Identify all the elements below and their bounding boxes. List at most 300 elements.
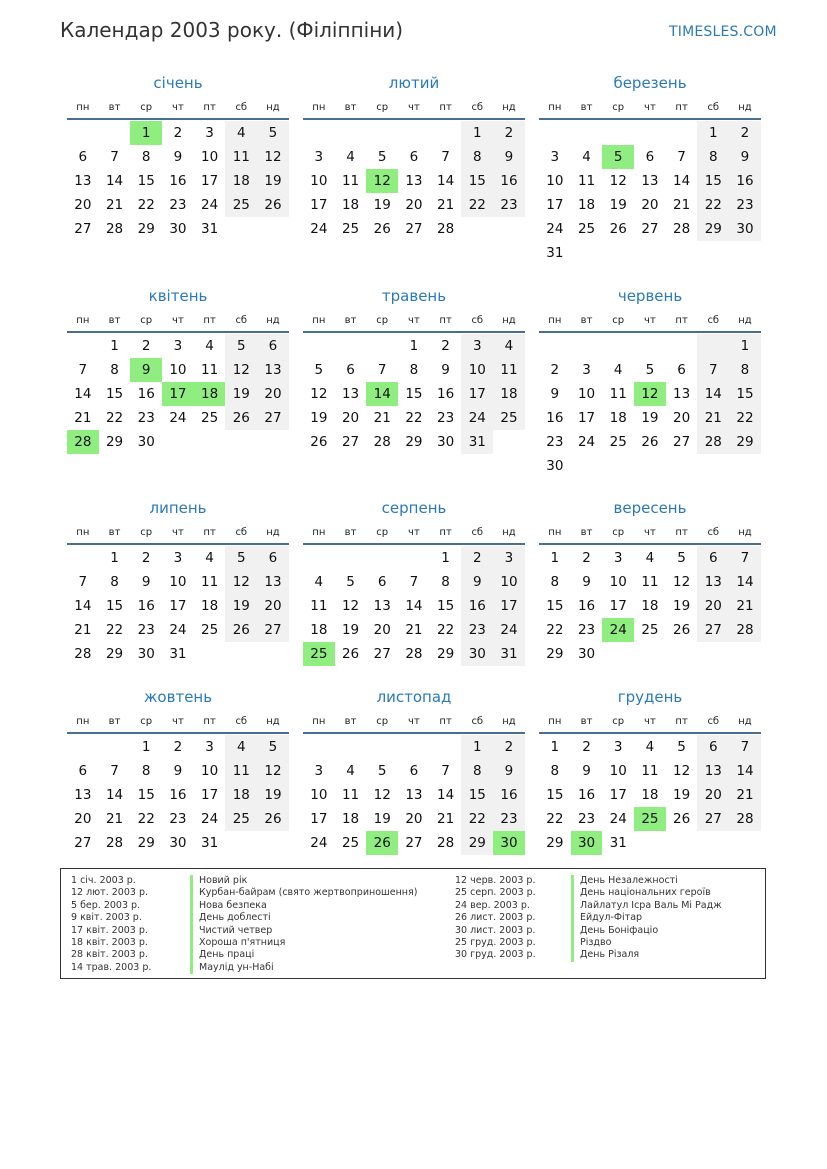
day-cell: 19 <box>257 169 289 193</box>
weekday-label: ср <box>612 314 625 326</box>
day-cell: 28 <box>105 221 124 237</box>
day-cell: 5 <box>677 739 686 755</box>
day-cell: 7 <box>78 574 88 590</box>
day-cell: 2 <box>141 550 151 566</box>
day-cell: 25 <box>493 406 525 430</box>
day-cell: 25 <box>303 642 335 666</box>
day-cell: 2 <box>550 362 560 378</box>
day-cell: 19 <box>673 787 691 803</box>
day-cell: 9 <box>550 386 560 402</box>
month-10 <box>67 686 289 855</box>
day-cell: 2 <box>173 739 183 755</box>
empty-cell <box>729 454 761 478</box>
legend-holiday-name: День праці <box>190 949 417 961</box>
empty-cell <box>602 241 634 265</box>
day-cell: 26 <box>225 618 257 642</box>
legend-date: 26 лист. 2003 р. <box>455 912 536 924</box>
empty-cell <box>634 454 666 478</box>
day-cell: 2 <box>582 550 591 566</box>
day-cell: 18 <box>225 783 257 807</box>
day-cell: 7 <box>110 149 119 165</box>
day-cell: 20 <box>405 197 423 213</box>
day-cell: 14 <box>405 598 423 614</box>
day-grid <box>303 546 525 666</box>
day-cell: 26 <box>641 434 659 450</box>
day-cell: 23 <box>461 618 493 642</box>
day-cell: 12 <box>310 386 328 402</box>
weekday-header <box>539 96 761 120</box>
empty-cell <box>729 642 761 666</box>
day-cell: 16 <box>577 787 596 803</box>
empty-cell <box>430 121 462 145</box>
day-cell: 14 <box>697 382 729 406</box>
weekday-label: чт <box>644 526 656 538</box>
empty-cell <box>602 334 634 358</box>
day-cell: 10 <box>609 574 627 590</box>
weekday-label: ср <box>376 715 389 727</box>
empty-cell <box>67 546 99 570</box>
day-cell: 15 <box>546 787 564 803</box>
day-cell: 27 <box>257 406 289 430</box>
legend-col-dates-2 <box>455 875 536 962</box>
day-cell: 5 <box>602 145 634 169</box>
day-cell: 1 <box>141 739 151 755</box>
weekday-label: сб <box>235 314 248 326</box>
day-cell: 3 <box>550 149 560 165</box>
day-cell: 16 <box>493 169 525 193</box>
weekday-label: пн <box>548 314 562 326</box>
day-cell: 5 <box>257 121 289 145</box>
day-cell: 10 <box>310 787 328 803</box>
day-grid <box>67 334 289 454</box>
day-cell: 4 <box>645 550 655 566</box>
weekday-label: вт <box>108 715 121 727</box>
weekday-label: сб <box>471 526 484 538</box>
empty-cell <box>67 334 99 358</box>
day-cell: 31 <box>169 646 187 662</box>
day-cell: 3 <box>613 550 623 566</box>
weekday-label: чт <box>408 101 420 113</box>
day-cell: 11 <box>609 386 627 402</box>
empty-cell <box>697 241 729 265</box>
legend-holiday-name: Новий рік <box>190 875 417 887</box>
day-cell: 29 <box>697 217 729 241</box>
legend-col-names-2 <box>571 875 722 962</box>
day-cell: 5 <box>225 546 257 570</box>
day-cell: 24 <box>169 410 187 426</box>
day-cell: 2 <box>441 338 450 354</box>
day-cell: 17 <box>201 787 219 803</box>
weekday-label: сб <box>235 526 248 538</box>
day-cell: 4 <box>225 121 257 145</box>
day-cell: 6 <box>645 149 655 165</box>
day-cell: 21 <box>697 406 729 430</box>
day-cell: 6 <box>257 546 289 570</box>
day-cell: 30 <box>493 831 525 855</box>
weekday-label: чт <box>172 715 184 727</box>
day-cell: 9 <box>130 358 162 382</box>
day-cell: 14 <box>74 386 92 402</box>
legend-holiday-name: Курбан-байрам (свято жертвоприношення) <box>190 887 417 899</box>
day-cell: 6 <box>697 735 729 759</box>
day-cell: 12 <box>257 145 289 169</box>
day-cell: 11 <box>310 598 328 614</box>
empty-cell <box>729 831 761 855</box>
empty-cell <box>602 642 634 666</box>
brand-link[interactable]: TIMESLES.COM <box>669 24 777 40</box>
weekday-label: нд <box>502 526 516 538</box>
empty-cell <box>303 546 335 570</box>
day-cell: 26 <box>366 831 398 855</box>
day-cell: 28 <box>437 221 455 237</box>
legend-date: 30 груд. 2003 р. <box>455 949 536 961</box>
day-cell: 13 <box>697 759 729 783</box>
day-cell: 1 <box>110 550 119 566</box>
empty-cell <box>634 831 666 855</box>
day-cell: 3 <box>582 362 591 378</box>
month-3 <box>539 72 761 265</box>
day-cell: 23 <box>169 197 187 213</box>
day-cell: 13 <box>697 570 729 594</box>
day-cell: 30 <box>169 221 187 237</box>
legend-holiday-name: День національних героїв <box>571 887 722 899</box>
day-cell: 2 <box>582 739 591 755</box>
month-11 <box>303 686 525 855</box>
weekday-header <box>539 309 761 333</box>
weekday-label: нд <box>266 715 280 727</box>
day-cell: 26 <box>310 434 328 450</box>
day-cell: 31 <box>461 430 493 454</box>
weekday-label: ср <box>612 715 625 727</box>
weekday-label: пт <box>439 715 452 727</box>
weekday-label: пн <box>76 715 90 727</box>
weekday-label: вт <box>580 715 593 727</box>
month-name: листопад <box>376 688 452 706</box>
empty-cell <box>430 735 462 759</box>
day-cell: 20 <box>74 197 92 213</box>
day-cell: 13 <box>405 173 423 189</box>
weekday-label: пт <box>439 101 452 113</box>
empty-cell <box>335 546 367 570</box>
weekday-label: пт <box>203 314 216 326</box>
day-cell: 9 <box>493 759 525 783</box>
month-6 <box>539 285 761 478</box>
legend-date: 24 вер. 2003 р. <box>455 899 530 911</box>
day-cell: 15 <box>546 598 564 614</box>
day-cell: 26 <box>225 406 257 430</box>
day-cell: 19 <box>341 622 360 638</box>
day-cell: 18 <box>577 197 596 213</box>
day-cell: 28 <box>729 618 761 642</box>
weekday-label: вт <box>580 314 593 326</box>
empty-cell <box>697 831 729 855</box>
day-cell: 6 <box>377 574 387 590</box>
empty-cell <box>666 334 698 358</box>
day-cell: 27 <box>74 835 92 851</box>
day-cell: 21 <box>373 410 391 426</box>
day-cell: 18 <box>341 811 360 827</box>
day-cell: 1 <box>461 735 493 759</box>
day-cell: 4 <box>314 574 324 590</box>
month-name: серпень <box>381 499 447 517</box>
day-cell: 20 <box>341 410 360 426</box>
day-cell: 29 <box>546 835 564 851</box>
day-cell: 7 <box>78 362 88 378</box>
day-cell: 2 <box>729 121 761 145</box>
weekday-label: ср <box>140 101 153 113</box>
day-cell: 29 <box>137 835 155 851</box>
empty-cell <box>729 241 761 265</box>
empty-cell <box>335 735 367 759</box>
empty-cell <box>99 121 131 145</box>
day-cell: 15 <box>105 598 124 614</box>
weekday-label: вт <box>344 526 357 538</box>
legend-date: 30 лист. 2003 р. <box>455 924 536 936</box>
day-cell: 23 <box>577 622 596 638</box>
day-cell: 22 <box>105 622 124 638</box>
legend-holiday-name: Ейдул-Фітар <box>571 912 722 924</box>
day-cell: 15 <box>105 386 124 402</box>
weekday-header <box>539 710 761 734</box>
day-cell: 15 <box>729 382 761 406</box>
legend-date: 5 бер. 2003 р. <box>71 899 141 911</box>
day-cell: 2 <box>461 546 493 570</box>
month-name: травень <box>381 287 447 305</box>
month-name: вересень <box>613 499 687 517</box>
empty-cell <box>571 334 603 358</box>
day-cell: 9 <box>461 570 493 594</box>
day-cell: 26 <box>257 193 289 217</box>
weekday-header <box>303 96 525 120</box>
day-cell: 17 <box>310 811 328 827</box>
legend-holiday-name: Чистий четвер <box>190 925 417 937</box>
weekday-label: вт <box>580 101 593 113</box>
day-cell: 8 <box>409 362 419 378</box>
day-cell: 30 <box>137 646 155 662</box>
day-cell: 24 <box>546 221 564 237</box>
day-cell: 26 <box>257 807 289 831</box>
day-cell: 19 <box>373 811 391 827</box>
month-name: лютий <box>388 74 440 92</box>
weekday-label: пн <box>548 715 562 727</box>
empty-cell <box>602 454 634 478</box>
weekday-label: вт <box>580 526 593 538</box>
day-cell: 29 <box>437 646 455 662</box>
day-cell: 12 <box>373 787 391 803</box>
day-cell: 27 <box>405 221 423 237</box>
day-cell: 25 <box>225 807 257 831</box>
weekday-label: нд <box>502 314 516 326</box>
empty-cell <box>225 642 257 666</box>
day-cell: 21 <box>74 410 92 426</box>
day-cell: 28 <box>437 835 455 851</box>
day-cell: 7 <box>697 358 729 382</box>
weekday-label: чт <box>644 314 656 326</box>
day-cell: 21 <box>437 811 455 827</box>
legend-col-names-1 <box>190 875 417 974</box>
day-cell: 11 <box>225 145 257 169</box>
empty-cell <box>335 121 367 145</box>
day-cell: 11 <box>641 763 659 779</box>
day-cell: 3 <box>173 550 183 566</box>
day-cell: 7 <box>729 735 761 759</box>
day-cell: 5 <box>225 334 257 358</box>
weekday-header <box>539 521 761 545</box>
weekday-label: нд <box>738 101 752 113</box>
day-cell: 31 <box>609 835 627 851</box>
day-cell: 24 <box>310 835 328 851</box>
day-cell: 8 <box>550 763 560 779</box>
page-title: Календар 2003 року. (Філіппіни) <box>60 18 404 42</box>
day-cell: 12 <box>609 173 627 189</box>
weekday-header <box>67 96 289 120</box>
weekday-label: сб <box>707 101 720 113</box>
day-cell: 15 <box>461 169 493 193</box>
month-4 <box>67 285 289 454</box>
day-cell: 30 <box>546 458 564 474</box>
day-cell: 30 <box>461 642 493 666</box>
day-cell: 11 <box>493 358 525 382</box>
day-cell: 18 <box>641 598 659 614</box>
day-grid <box>539 121 761 265</box>
legend-date: 28 квіт. 2003 р. <box>71 949 148 961</box>
weekday-label: нд <box>266 526 280 538</box>
weekday-label: сб <box>707 314 720 326</box>
day-cell: 4 <box>205 550 214 566</box>
day-cell: 1 <box>550 739 560 755</box>
day-cell: 28 <box>697 430 729 454</box>
day-cell: 11 <box>201 362 219 378</box>
day-cell: 1 <box>550 550 560 566</box>
empty-cell <box>602 121 634 145</box>
day-cell: 16 <box>169 787 187 803</box>
legend-date: 18 квіт. 2003 р. <box>71 936 148 948</box>
day-cell: 13 <box>641 173 659 189</box>
day-cell: 22 <box>137 197 155 213</box>
day-cell: 17 <box>162 382 194 406</box>
day-cell: 20 <box>697 594 729 618</box>
day-cell: 29 <box>729 430 761 454</box>
day-cell: 8 <box>461 759 493 783</box>
day-cell: 24 <box>310 221 328 237</box>
weekday-label: нд <box>502 715 516 727</box>
empty-cell <box>335 334 367 358</box>
empty-cell <box>571 241 603 265</box>
day-cell: 10 <box>493 570 525 594</box>
day-cell: 21 <box>673 197 691 213</box>
day-cell: 18 <box>310 622 328 638</box>
empty-cell <box>162 430 194 454</box>
day-grid <box>303 735 525 855</box>
day-cell: 12 <box>673 763 691 779</box>
legend-date: 25 серп. 2003 р. <box>455 887 536 899</box>
day-cell: 18 <box>341 197 360 213</box>
day-cell: 10 <box>461 358 493 382</box>
day-cell: 11 <box>225 759 257 783</box>
day-cell: 14 <box>729 570 761 594</box>
empty-cell <box>634 241 666 265</box>
day-cell: 9 <box>493 145 525 169</box>
day-cell: 22 <box>437 622 455 638</box>
weekday-header <box>67 521 289 545</box>
empty-cell <box>571 121 603 145</box>
day-cell: 10 <box>609 763 627 779</box>
day-cell: 12 <box>673 574 691 590</box>
day-cell: 13 <box>74 787 92 803</box>
month-5 <box>303 285 525 454</box>
day-cell: 1 <box>130 121 162 145</box>
day-cell: 7 <box>377 362 387 378</box>
day-cell: 14 <box>673 173 691 189</box>
day-cell: 25 <box>225 193 257 217</box>
empty-cell <box>225 430 257 454</box>
weekday-label: чт <box>172 314 184 326</box>
empty-cell <box>67 735 99 759</box>
day-cell: 12 <box>341 598 360 614</box>
day-cell: 12 <box>634 382 666 406</box>
day-cell: 27 <box>697 807 729 831</box>
weekday-label: нд <box>266 101 280 113</box>
day-cell: 10 <box>310 173 328 189</box>
day-cell: 25 <box>201 622 219 638</box>
day-cell: 3 <box>205 739 214 755</box>
day-cell: 4 <box>613 362 623 378</box>
day-cell: 27 <box>74 221 92 237</box>
empty-cell <box>194 430 226 454</box>
day-cell: 5 <box>645 362 655 378</box>
holiday-legend <box>60 868 766 979</box>
legend-holiday-name: Хороша п'ятниця <box>190 937 417 949</box>
day-cell: 4 <box>205 338 214 354</box>
empty-cell <box>225 217 257 241</box>
day-cell: 14 <box>366 382 398 406</box>
day-cell: 2 <box>141 338 151 354</box>
day-cell: 25 <box>341 221 360 237</box>
weekday-label: ср <box>140 314 153 326</box>
day-cell: 2 <box>493 121 525 145</box>
day-cell: 7 <box>441 149 450 165</box>
day-cell: 23 <box>546 434 564 450</box>
day-cell: 30 <box>577 646 596 662</box>
month-name: березень <box>613 74 687 92</box>
legend-holiday-name: День Незалежності <box>571 875 722 887</box>
day-cell: 13 <box>257 570 289 594</box>
legend-holiday-name: День Різаля <box>571 949 722 961</box>
empty-cell <box>697 334 729 358</box>
weekday-label: ср <box>376 101 389 113</box>
day-cell: 5 <box>377 149 387 165</box>
day-cell: 15 <box>461 783 493 807</box>
weekday-label: сб <box>471 314 484 326</box>
legend-date: 1 січ. 2003 р. <box>71 875 136 886</box>
day-cell: 27 <box>673 434 691 450</box>
day-cell: 8 <box>550 574 560 590</box>
month-name: червень <box>617 287 683 305</box>
day-cell: 17 <box>461 382 493 406</box>
day-cell: 4 <box>645 739 655 755</box>
day-cell: 27 <box>405 835 423 851</box>
day-cell: 6 <box>257 334 289 358</box>
weekday-label: ср <box>140 526 153 538</box>
day-cell: 27 <box>257 618 289 642</box>
month-8 <box>303 497 525 666</box>
day-cell: 16 <box>493 783 525 807</box>
month-name: жовтень <box>143 688 213 706</box>
day-grid <box>67 735 289 855</box>
empty-cell <box>366 735 398 759</box>
day-cell: 30 <box>169 835 187 851</box>
day-cell: 7 <box>729 546 761 570</box>
